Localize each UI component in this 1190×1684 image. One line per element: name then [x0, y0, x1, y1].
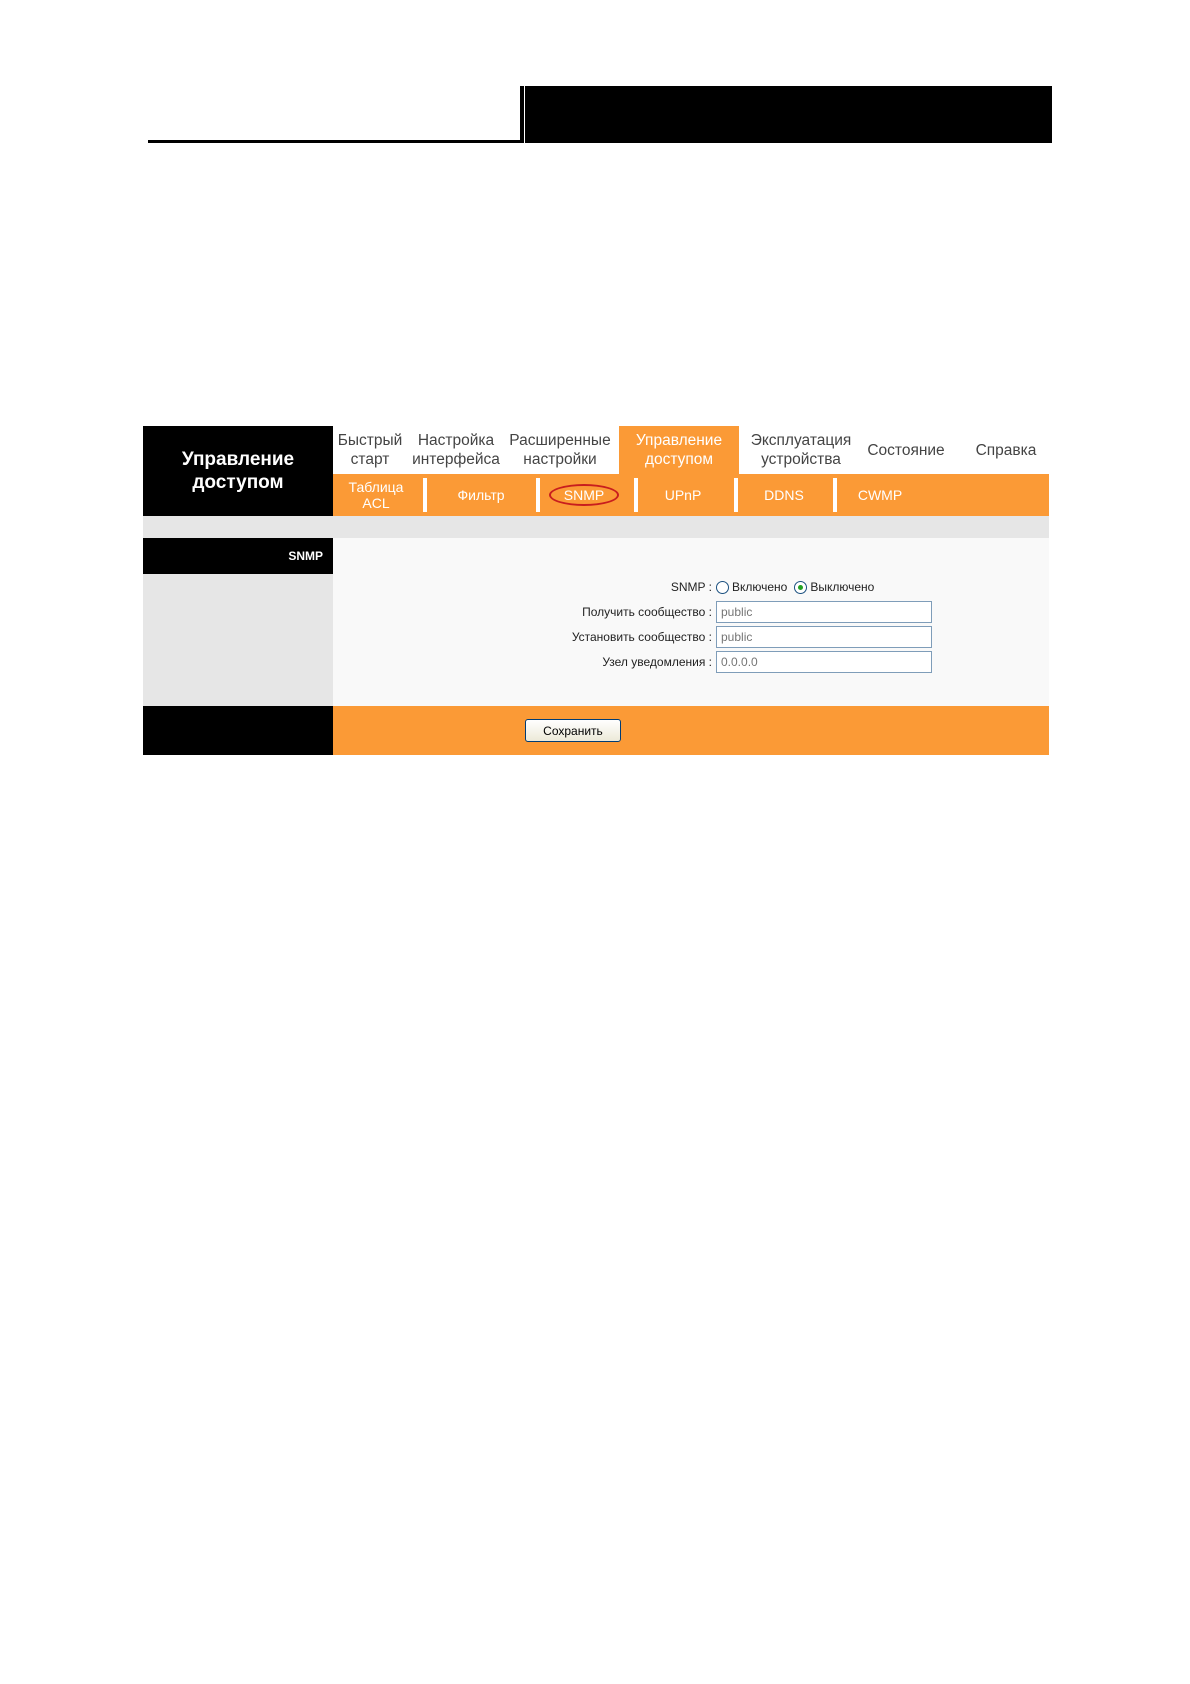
section-sidebar	[143, 574, 333, 706]
trap-host-row	[333, 651, 1049, 673]
snmp-enabled-radio[interactable]	[716, 581, 729, 594]
snmp-form	[333, 538, 1049, 706]
snmp-radio-group	[716, 580, 874, 594]
footer-left-panel	[143, 706, 333, 755]
subtab-snmp[interactable]	[555, 474, 613, 516]
subtab-snmp-label: SNMP	[563, 487, 605, 503]
set-community-row	[333, 626, 1049, 648]
document-header-bar	[520, 86, 1052, 143]
highlight-circle	[549, 484, 619, 506]
page-title-panel	[143, 426, 333, 516]
tab-status[interactable]: Состояние	[867, 441, 945, 459]
subtab-separator	[536, 478, 540, 512]
subtab-upnp[interactable]: UPnP	[664, 487, 702, 503]
tab-quick-start[interactable]: Быстрый старт	[337, 432, 403, 468]
snmp-toggle-row	[333, 576, 1049, 598]
snmp-enabled-label[interactable]: Включено	[732, 580, 788, 594]
get-community-label: Получить сообщество :	[582, 605, 712, 619]
document-header-rule	[148, 140, 520, 143]
set-community-label: Установить сообщество :	[571, 630, 712, 644]
tab-maintenance[interactable]: Эксплуатация устройства	[750, 432, 852, 468]
main-navigation	[333, 426, 1049, 474]
save-button[interactable]: Сохранить	[525, 719, 621, 742]
tab-interface-setup[interactable]: Настройка интерфейса	[412, 432, 500, 468]
tab-access-management[interactable]: Управление доступом	[619, 426, 739, 474]
header-bar-divider	[524, 86, 525, 143]
subtab-acl-table[interactable]: Таблица ACL	[348, 479, 404, 511]
snmp-label: SNMP :	[670, 580, 712, 594]
page-title: Управление доступом	[181, 449, 295, 493]
snmp-disabled-radio[interactable]	[794, 581, 807, 594]
section-title-text: SNMP	[288, 549, 323, 563]
get-community-row	[333, 601, 1049, 623]
trap-host-input[interactable]	[716, 651, 932, 673]
get-community-input[interactable]	[716, 601, 932, 623]
sub-navigation	[333, 474, 1049, 516]
snmp-disabled-label[interactable]: Выключено	[810, 580, 875, 594]
footer-bar	[333, 706, 1049, 755]
subtab-cwmp[interactable]: CWMP	[857, 487, 903, 503]
subtab-ddns[interactable]: DDNS	[764, 487, 804, 503]
section-title	[143, 538, 333, 574]
set-community-input[interactable]	[716, 626, 932, 648]
router-ui-screenshot	[143, 426, 1049, 755]
subtab-filter[interactable]: Фильтр	[457, 487, 505, 503]
tab-advanced-setup[interactable]: Расширенные настройки	[509, 432, 611, 468]
subtab-separator	[423, 478, 427, 512]
subtab-separator	[634, 478, 638, 512]
spacer-strip	[143, 516, 1049, 538]
trap-host-label: Узел уведомления :	[602, 655, 712, 669]
subtab-separator	[734, 478, 738, 512]
tab-help[interactable]: Справка	[975, 441, 1037, 459]
